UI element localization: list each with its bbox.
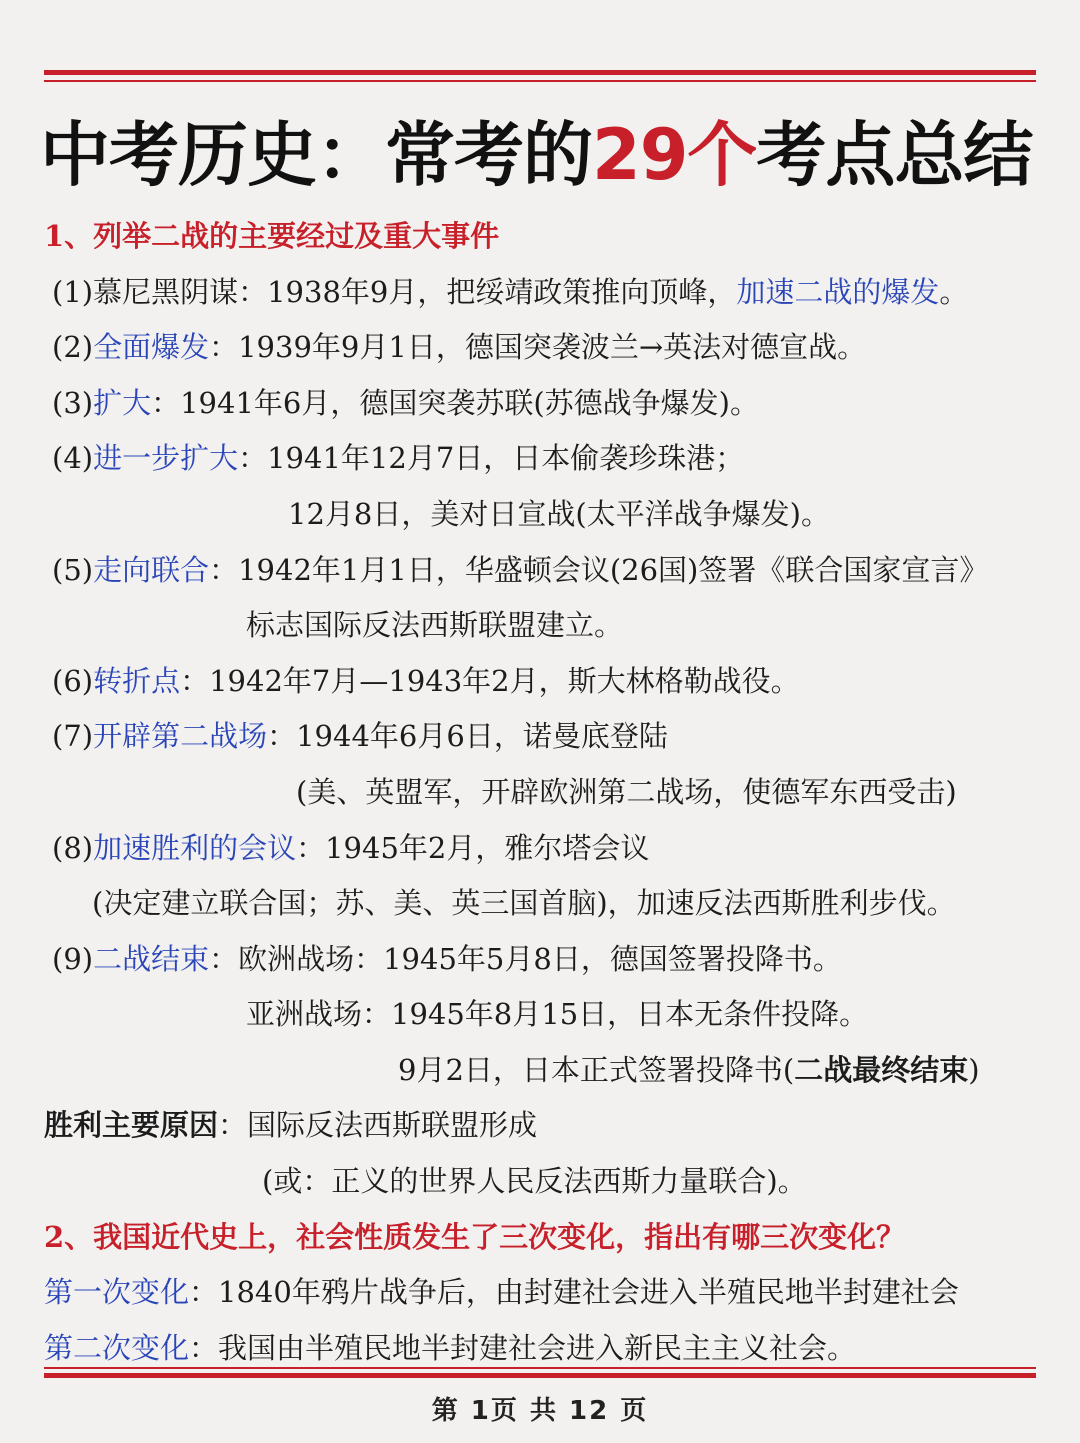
change-text: ：我国由半殖民地半封建社会进入新民主主义社会。 — [189, 1331, 857, 1365]
event-prefix: (5) — [52, 553, 94, 587]
event-label: 进一步扩大 — [93, 441, 239, 475]
event-label: 开辟第二战场 — [93, 719, 268, 753]
event-label: 走向联合 — [93, 553, 210, 587]
page-number: 第 1页 共 12 页 — [431, 1396, 649, 1426]
event-prefix: (6) — [52, 664, 94, 698]
event-item-8 — [52, 828, 649, 868]
change-item-1 — [44, 1272, 959, 1312]
title-number: 29个 — [592, 114, 757, 196]
reason-label: 胜利主要原因 — [44, 1108, 219, 1142]
event-text: ：1942年7月—1943年2月，斯大林格勒战役。 — [180, 664, 800, 698]
event-text: ：1942年1月1日，华盛顿会议(26国)签署《联合国家宣言》 — [209, 553, 989, 587]
event-item-5-continuation: 标志国际反法西斯联盟建立。 — [246, 608, 624, 642]
event-label: 转折点 — [93, 664, 181, 698]
event-emphasis: 加速二战的爆发 — [736, 275, 940, 309]
event-prefix: (9) — [52, 942, 94, 976]
victory-reason — [44, 1105, 537, 1145]
event-cont-text: 9月2日，日本正式签署投降书( — [398, 1053, 795, 1087]
event-item-9-continuation: 亚洲战场：1945年8月15日，日本无条件投降。 — [246, 997, 869, 1031]
event-text: ：1938年9月，把绥靖政策推向顶峰， — [238, 275, 737, 309]
change-label: 第一次变化 — [44, 1275, 190, 1309]
event-prefix: (7) — [52, 719, 94, 753]
event-label: 慕尼黑阴谋 — [93, 275, 239, 309]
bottom-rule-thick — [44, 1373, 1036, 1378]
event-label: 全面爆发 — [93, 330, 210, 364]
event-prefix: (4) — [52, 441, 94, 475]
event-item-7 — [52, 716, 668, 756]
event-prefix: (3) — [52, 386, 94, 420]
event-item-7-continuation: (美、英盟军，开辟欧洲第二战场，使德军东西受击) — [296, 775, 957, 809]
event-prefix: (1) — [52, 275, 94, 309]
event-item-5 — [52, 550, 988, 590]
top-rule-thick — [44, 70, 1036, 75]
event-end: 。 — [939, 275, 969, 309]
event-item-9 — [52, 939, 842, 979]
change-item-2 — [44, 1328, 856, 1368]
event-item-4 — [52, 438, 744, 478]
event-item-1 — [52, 272, 968, 312]
event-label: 扩大 — [93, 386, 152, 420]
event-item-4-continuation: 12月8日，美对日宣战(太平洋战争爆发)。 — [288, 497, 830, 531]
event-item-9-continuation-2 — [398, 1050, 980, 1090]
event-item-8-continuation: (决定建立联合国；苏、美、英三国首脑)，加速反法西斯胜利步伐。 — [92, 886, 956, 920]
bottom-rule-thin — [44, 1367, 1036, 1369]
event-text: ：欧洲战场：1945年5月8日，德国签署投降书。 — [209, 942, 842, 976]
event-text: ：1941年12月7日，日本偷袭珍珠港； — [238, 441, 745, 475]
section1-heading: 1、列举二战的主要经过及重大事件 — [44, 219, 500, 253]
event-prefix: (2) — [52, 330, 94, 364]
event-text: ：1944年6月6日，诺曼底登陆 — [267, 719, 668, 753]
title-main: 中考历史：常考的 — [40, 114, 592, 196]
event-cont-end: ) — [968, 1053, 980, 1087]
change-text: ：1840年鸦片战争后，由封建社会进入半殖民地半封建社会 — [189, 1275, 959, 1309]
page-title — [40, 110, 1050, 200]
event-text: ：1945年2月，雅尔塔会议 — [296, 831, 650, 865]
event-item-3 — [52, 383, 759, 423]
event-item-2 — [52, 327, 866, 367]
title-tail: 考点总结 — [756, 114, 1033, 196]
change-label: 第二次变化 — [44, 1331, 190, 1365]
event-prefix: (8) — [52, 831, 94, 865]
event-text: ：1941年6月，德国突袭苏联(苏德战争爆发)。 — [151, 386, 759, 420]
section2-heading: 2、我国近代史上，社会性质发生了三次变化，指出有哪三次变化？ — [44, 1220, 906, 1254]
event-cont-bold: 二战最终结束 — [794, 1053, 969, 1087]
event-label: 二战结束 — [93, 942, 210, 976]
victory-reason-continuation: (或：正义的世界人民反法西斯力量联合)。 — [262, 1164, 807, 1198]
event-label: 加速胜利的会议 — [93, 831, 297, 865]
event-item-6 — [52, 661, 800, 701]
event-text: ：1939年9月1日，德国突袭波兰→英法对德宣战。 — [209, 330, 867, 364]
top-rule-thin — [44, 80, 1036, 82]
reason-text: ：国际反法西斯联盟形成 — [218, 1108, 538, 1142]
